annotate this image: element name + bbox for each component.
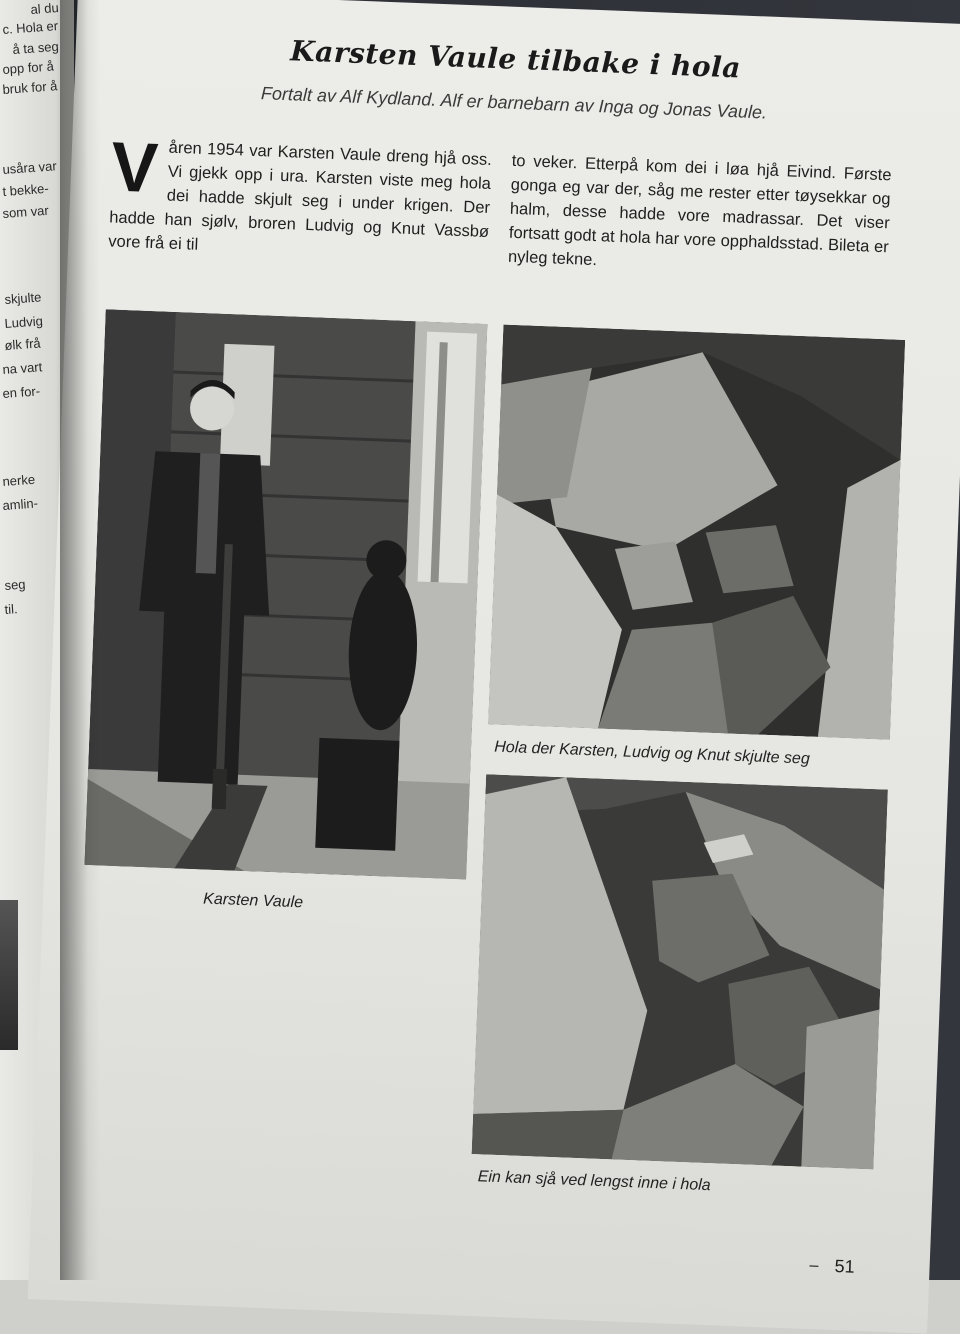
left-text-fragment: al du — [30, 0, 60, 17]
left-page-photo-edge — [0, 900, 18, 1050]
left-text-fragment: usåra var — [2, 158, 58, 177]
body-text-1: åren 1954 var Karsten Vaule dreng hjå oss. Vi gjekk opp i ura. Karsten viste meg hola dei hadde skjult seg i under krigen. Der hadde han sjølv, broren Ludvig og Knut Vassbø vore frå ei til — [108, 138, 493, 254]
left-text-fragment: skjulte — [4, 289, 42, 307]
photo-caption-2: Hola der Karsten, Ludvig og Knut skjulte seg — [493, 738, 811, 768]
left-text-fragment: opp for å — [2, 58, 55, 77]
left-text-fragment: na vart — [2, 359, 43, 377]
page-number: 51 — [834, 1255, 855, 1277]
photo-caption-1: Karsten Vaule — [202, 890, 304, 912]
book-gutter-shadow — [60, 0, 100, 1280]
left-text-fragment: en for- — [2, 383, 41, 401]
article-title: Karsten Vaule tilbake i hola — [289, 34, 742, 85]
page-number-dash: – — [809, 1257, 819, 1275]
left-text-fragment: å ta seg — [12, 38, 60, 57]
left-text-fragment: seg — [4, 576, 26, 593]
body-text-2: to veker. Etterpå kom dei i løa hjå Eivind. Første gonga eg var der, såg me rester etter tøysekkar og halm, desse hadde vore madrassar. Det viser fortsatt godt at hola har vore opphaldsstad. Bileta er nyleg tekne. — [507, 151, 892, 270]
drop-cap: V — [109, 127, 160, 208]
left-text-fragment: ølk frå — [4, 335, 42, 353]
photo-inside-hideout — [472, 774, 888, 1169]
left-text-fragment: t bekke- — [2, 180, 50, 199]
left-text-fragment: til. — [4, 601, 19, 617]
left-text-fragment: nerke — [2, 471, 36, 489]
article-page — [28, 0, 960, 1334]
article-byline: Fortalt av Alf Kydland. Alf er barnebarn av Inga og Jonas Vaule. — [260, 83, 768, 123]
photo-caption-3: Ein kan sjå ved lengst inne i hola — [477, 1168, 711, 1195]
left-text-fragment: som var — [2, 202, 50, 221]
photo-karsten-vaule — [84, 309, 487, 879]
left-text-fragment: Ludvig — [4, 313, 44, 331]
photo-hideout — [488, 325, 905, 740]
left-text-fragment: bruk for å — [2, 78, 58, 97]
body-column-2 — [508, 149, 892, 283]
left-text-fragment: c. Hola er — [2, 18, 59, 37]
body-column-1 — [108, 127, 493, 267]
left-text-fragment: amlin- — [2, 495, 39, 513]
